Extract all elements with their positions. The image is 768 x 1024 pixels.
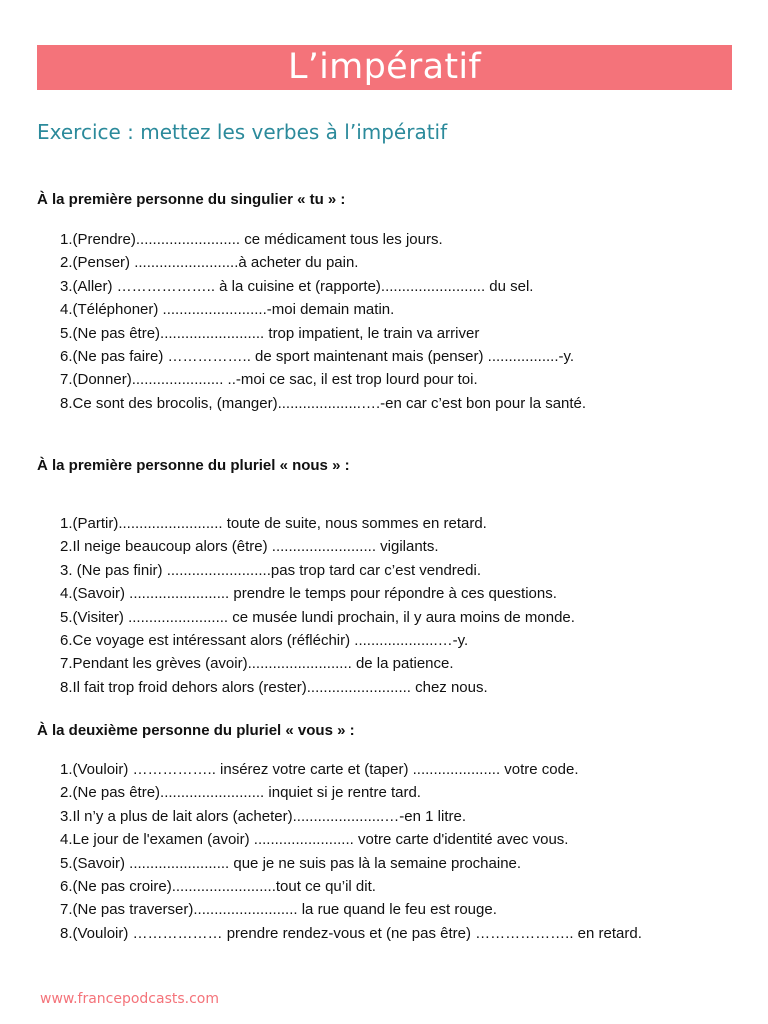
list-item: 2.Il neige beaucoup alors (être) ......................... vigilants. xyxy=(60,538,439,556)
page-title: L’impératif xyxy=(287,47,482,87)
list-item: 7.Pendant les grèves (avoir)......................... de la patience. xyxy=(60,655,454,673)
list-item: 4.Le jour de l'examen (avoir) ........................ votre carte d'identité avec vous. xyxy=(60,831,569,849)
list-item: 3.(Aller) ……………….. à la cuisine et (rapporte)......................... du sel. xyxy=(60,277,534,295)
exercise-list-vous xyxy=(60,758,660,945)
list-item: 5.(Savoir) ........................ que je ne suis pas là la semaine prochaine. xyxy=(60,854,522,872)
list-item: 8.Il fait trop froid dehors alors (rester)......................... chez nous. xyxy=(60,678,488,696)
list-item: 7.(Donner)...................... ..-moi ce sac, il est trop lourd pour toi. xyxy=(60,371,478,389)
exercise-list-nous xyxy=(60,512,575,699)
list-item: 8.(Vouloir) ……………… prendre rendez-vous et (ne pas être) ……………….. en retard. xyxy=(60,924,642,942)
list-item: 1.(Vouloir) …………….. insérez votre carte et (taper) ..................... votre code. xyxy=(60,761,579,778)
list-item: 7.(Ne pas traverser)......................... la rue quand le feu est rouge. xyxy=(60,901,497,919)
section-heading-vous: À la deuxième personne du pluriel « vous » : xyxy=(37,722,355,739)
exercise-list-tu xyxy=(60,228,586,415)
list-item: 6.(Ne pas faire) …………….. de sport maintenant mais (penser) .................-y. xyxy=(60,347,575,365)
list-item: 2.(Penser) .........................à acheter du pain. xyxy=(60,254,359,272)
exercise-instruction: Exercice : mettez les verbes à l’impératif xyxy=(37,120,448,144)
footer-website: www.francepodcasts.com xyxy=(40,991,220,1007)
list-item: 8.Ce sont des brocolis, (manger)....................….-en car c’est bon pour la santé. xyxy=(60,394,587,412)
section-heading-nous: À la première personne du pluriel « nous » : xyxy=(37,457,350,474)
list-item: 6.(Ne pas croire).........................tout ce qu’il dit. xyxy=(60,877,376,895)
title-banner xyxy=(37,45,732,90)
list-item: 2.(Ne pas être)......................... inquiet si je rentre tard. xyxy=(60,784,421,802)
list-item: 4.(Téléphoner) .........................-moi demain matin. xyxy=(60,301,395,319)
list-item: 3.Il n’y a plus de lait alors (acheter)......................…-en 1 litre. xyxy=(60,807,466,825)
list-item: 4.(Savoir) ........................ prendre le temps pour répondre à ces questions. xyxy=(60,585,557,603)
list-item: 3. (Ne pas finir) .........................pas trop tard car c’est vendredi. xyxy=(60,561,481,579)
list-item: 6.Ce voyage est intéressant alors (réfléchir) ....................…-y. xyxy=(60,631,469,649)
list-item: 1.(Prendre)......................... ce médicament tous les jours. xyxy=(60,231,443,248)
section-heading-tu: À la première personne du singulier « tu » : xyxy=(37,191,346,208)
list-item: 5.(Ne pas être)......................... trop impatient, le train va arriver xyxy=(60,324,480,342)
list-item: 1.(Partir)......................... toute de suite, nous sommes en retard. xyxy=(60,515,487,532)
list-item: 5.(Visiter) ........................ ce musée lundi prochain, il y aura moins de monde. xyxy=(60,608,575,626)
